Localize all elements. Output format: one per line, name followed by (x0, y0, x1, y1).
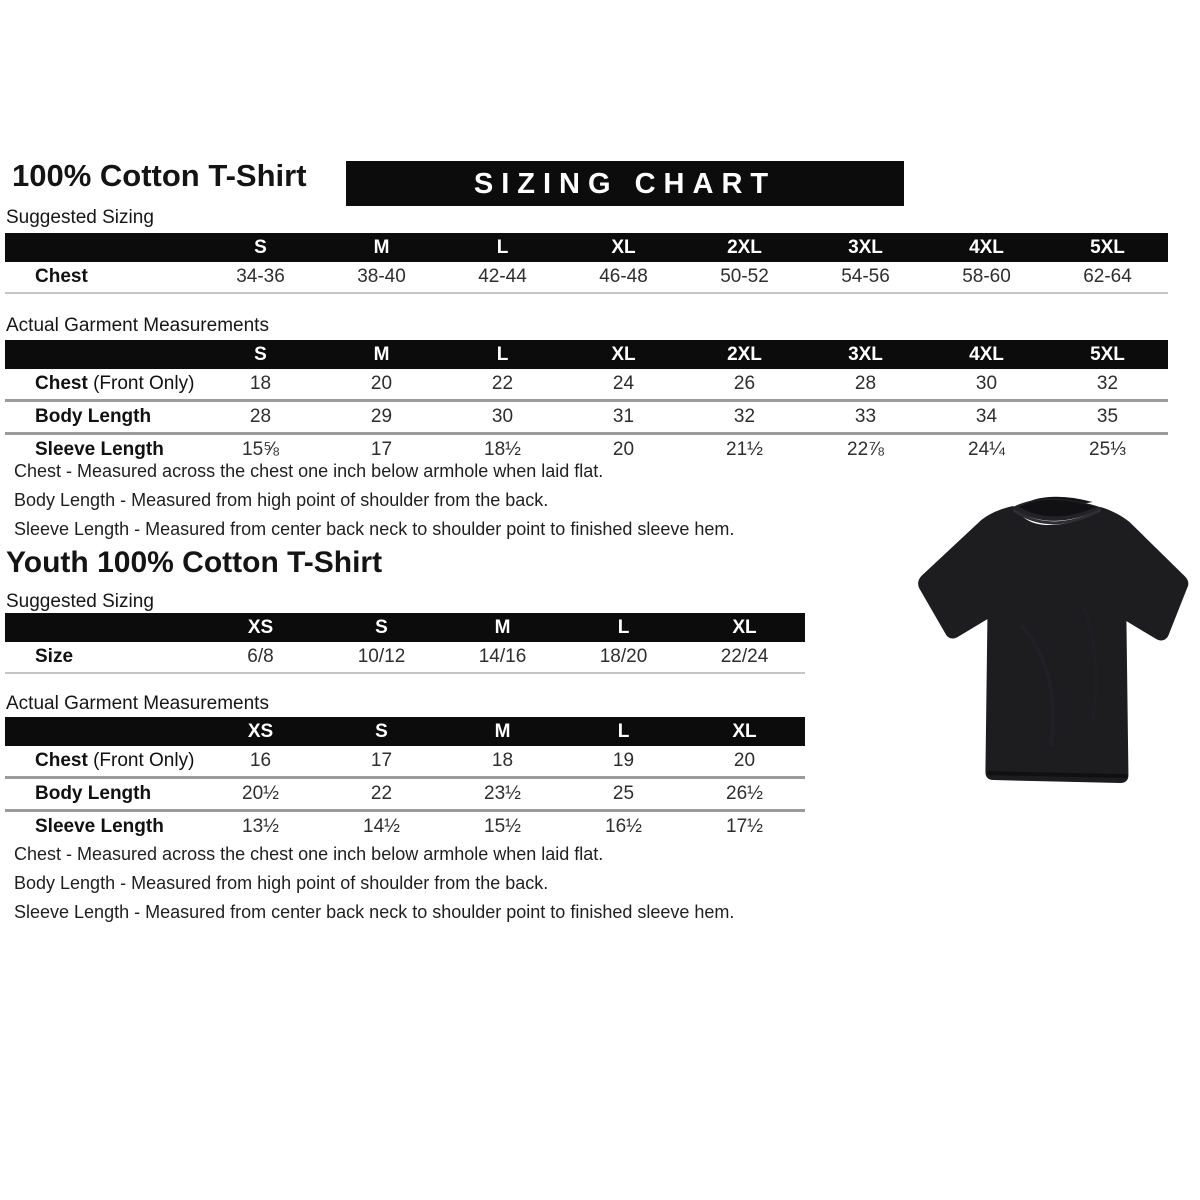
measurement-cell: 28 (200, 401, 321, 434)
size-column-header: S (200, 233, 321, 262)
youth-measurement-notes (14, 845, 734, 932)
measurement-cell: 62-64 (1083, 266, 1132, 287)
measurement-cell: 22/24 (720, 646, 769, 667)
header-empty-cell (5, 340, 200, 369)
note-chest: Chest - Measured across the chest one inch below armhole when laid flat. (14, 461, 604, 481)
size-column-header: 3XL (805, 340, 926, 369)
note-sleeve-length: Sleeve Length - Measured from center back neck to shoulder point to finished sleeve hem. (14, 519, 735, 539)
row-label-text: Chest (35, 750, 88, 771)
youth-actual-measurements-table (5, 717, 805, 842)
size-column-header: S (321, 717, 442, 746)
measurement-cell: 20 (733, 750, 756, 771)
measurement-cell: 34-36 (236, 266, 285, 287)
chest-front-only-row (5, 746, 805, 778)
size-column-header: S (200, 340, 321, 369)
measurement-cell: 46-48 (599, 266, 648, 287)
measurement-cell: 20½ (200, 778, 321, 811)
note-body-length: Body Length - Measured from high point of shoulder from the back. (14, 490, 549, 510)
measurement-cell: 18½ (442, 434, 563, 466)
row-label-text: Sleeve Length (35, 816, 164, 837)
row-label (5, 262, 200, 293)
measurement-cell: 19 (612, 750, 635, 771)
header-empty-cell (5, 613, 200, 642)
size-column-header: XL (684, 613, 805, 642)
measurement-cell: 13½ (200, 811, 321, 843)
measurement-cell: 24¼ (926, 434, 1047, 466)
measurement-cell: 30 (975, 373, 998, 394)
measurement-cell: 14½ (321, 811, 442, 843)
size-column-header: M (321, 340, 442, 369)
row-label (5, 369, 200, 401)
size-column-header: 4XL (926, 233, 1047, 262)
measurement-cell: 23½ (442, 778, 563, 811)
row-label (5, 642, 200, 673)
measurement-cell: 16½ (563, 811, 684, 843)
size-row (5, 642, 805, 673)
measurement-cell: 33 (805, 401, 926, 434)
row-label (5, 401, 200, 434)
size-column-header: M (442, 717, 563, 746)
row-label-suffix: (Front Only) (87, 750, 195, 771)
size-header-row (5, 233, 1168, 262)
size-column-header: M (321, 233, 442, 262)
note-body-length: Body Length - Measured from high point of shoulder from the back. (14, 873, 549, 893)
youth-suggested-sizing-label: Suggested Sizing (6, 591, 154, 612)
adult-suggested-sizing-table (5, 233, 1168, 294)
row-label-suffix: (Front Only) (87, 373, 195, 394)
youth-actual-measurements-label: Actual Garment Measurements (6, 693, 269, 714)
row-label-text: Body Length (35, 406, 152, 427)
measurement-cell: 22⅞ (805, 434, 926, 466)
measurement-cell: 31 (563, 401, 684, 434)
measurement-cell: 22 (321, 778, 442, 811)
size-column-header: L (442, 340, 563, 369)
measurement-cell: 42-44 (478, 266, 527, 287)
size-column-header: 5XL (1047, 233, 1168, 262)
measurement-cell: 10/12 (357, 646, 406, 667)
measurement-cell: 20 (563, 434, 684, 466)
row-label-text: Size (35, 646, 74, 667)
adult-suggested-sizing-label: Suggested Sizing (6, 207, 154, 228)
size-column-header: 4XL (926, 340, 1047, 369)
measurement-cell: 50-52 (720, 266, 769, 287)
measurement-cell: 18 (491, 750, 514, 771)
body-length-row (5, 401, 1168, 434)
header-empty-cell (5, 233, 200, 262)
size-column-header: XS (200, 613, 321, 642)
measurement-cell: 15⅝ (200, 434, 321, 466)
size-header-row (5, 340, 1168, 369)
measurement-cell: 17 (370, 750, 393, 771)
size-header-row (5, 613, 805, 642)
measurement-cell: 22 (491, 373, 514, 394)
measurement-cell: 28 (854, 373, 877, 394)
body-length-row (5, 778, 805, 811)
size-column-header: XL (563, 233, 684, 262)
adult-measurement-notes (14, 462, 734, 549)
measurement-cell: 32 (1096, 373, 1119, 394)
measurement-cell: 18 (249, 373, 272, 394)
adult-actual-measurements-label: Actual Garment Measurements (6, 315, 269, 336)
sleeve-length-row (5, 811, 805, 843)
measurement-cell: 54-56 (841, 266, 890, 287)
youth-suggested-sizing-table (5, 613, 805, 674)
size-column-header: 3XL (805, 233, 926, 262)
size-column-header: 2XL (684, 340, 805, 369)
measurement-cell: 58-60 (962, 266, 1011, 287)
size-column-header: L (442, 233, 563, 262)
measurement-cell: 6/8 (247, 646, 274, 667)
measurement-cell: 16 (249, 750, 272, 771)
measurement-cell: 26 (733, 373, 756, 394)
measurement-cell: 14/16 (478, 646, 527, 667)
size-header-row (5, 717, 805, 746)
size-column-header: XL (684, 717, 805, 746)
measurement-cell: 32 (684, 401, 805, 434)
page-title: 100% Cotton T-Shirt (12, 158, 307, 193)
row-label (5, 778, 200, 811)
size-column-header: XS (200, 717, 321, 746)
row-label-text: Chest (35, 373, 88, 394)
note-sleeve-length: Sleeve Length - Measured from center back neck to shoulder point to finished sleeve hem. (14, 902, 735, 922)
measurement-cell: 17½ (684, 811, 805, 843)
measurement-cell: 26½ (684, 778, 805, 811)
size-column-header: 5XL (1047, 340, 1168, 369)
measurement-cell: 21½ (684, 434, 805, 466)
chest-front-only-row (5, 369, 1168, 401)
measurement-cell: 25⅓ (1047, 434, 1168, 466)
chest-row (5, 262, 1168, 293)
size-column-header: S (321, 613, 442, 642)
measurement-cell: 38-40 (357, 266, 406, 287)
t-shirt-photo (902, 486, 1190, 804)
measurement-cell: 30 (442, 401, 563, 434)
measurement-cell: 34 (926, 401, 1047, 434)
row-label (5, 746, 200, 778)
size-column-header: XL (563, 340, 684, 369)
row-label-text: Chest (35, 266, 88, 287)
row-label-text: Sleeve Length (35, 439, 164, 460)
t-shirt-graphic (902, 486, 1190, 804)
adult-actual-measurements-table (5, 340, 1168, 465)
measurement-cell: 20 (370, 373, 393, 394)
measurement-cell: 29 (321, 401, 442, 434)
youth-section-title: Youth 100% Cotton T-Shirt (6, 546, 383, 579)
size-column-header: L (563, 613, 684, 642)
row-label (5, 811, 200, 843)
measurement-cell: 18/20 (599, 646, 648, 667)
size-column-header: M (442, 613, 563, 642)
note-chest: Chest - Measured across the chest one inch below armhole when laid flat. (14, 844, 604, 864)
measurement-cell: 35 (1047, 401, 1168, 434)
size-column-header: 2XL (684, 233, 805, 262)
measurement-cell: 25 (563, 778, 684, 811)
row-label-text: Body Length (35, 783, 152, 804)
measurement-cell: 15½ (442, 811, 563, 843)
size-column-header: L (563, 717, 684, 746)
sizing-chart-banner: SIZING CHART (346, 161, 904, 206)
measurement-cell: 24 (612, 373, 635, 394)
measurement-cell: 17 (321, 434, 442, 466)
header-empty-cell (5, 717, 200, 746)
